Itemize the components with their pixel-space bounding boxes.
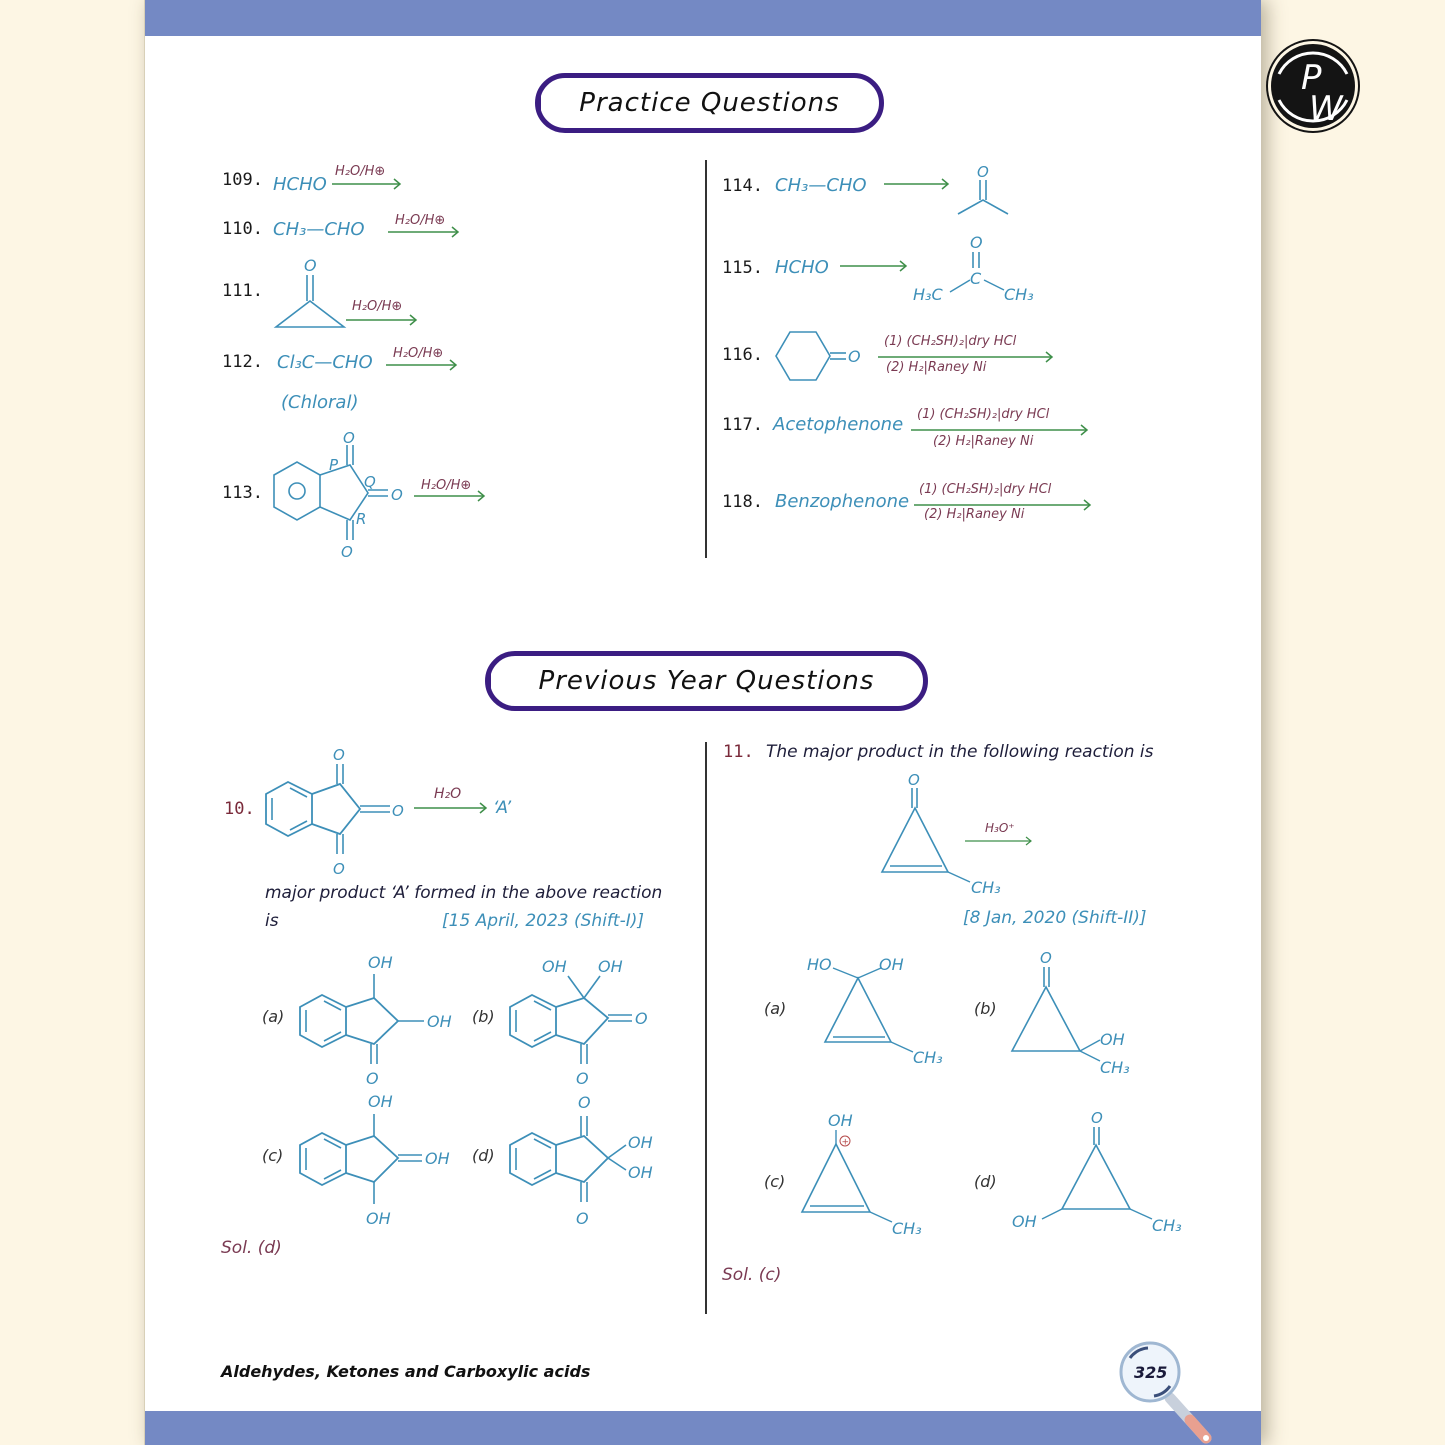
q112-reagent: H₂O/H⊕: [393, 346, 444, 361]
q118-reactant: Benzophenone: [775, 491, 910, 512]
svg-text:325: 325: [1134, 1363, 1168, 1382]
q113-reagent: H₂O/H⊕: [421, 478, 472, 493]
svg-text:H₃C: H₃C: [913, 285, 943, 304]
q11-option-b-label[interactable]: (b): [974, 999, 997, 1018]
svg-text:O: O: [970, 233, 983, 252]
svg-text:+: +: [841, 1137, 850, 1148]
q10-option-d-structure[interactable]: [506, 1090, 671, 1230]
acetone-condensed-structure: [910, 232, 1050, 312]
arrow-icon: [414, 802, 490, 814]
pw-logo: [1271, 44, 1355, 128]
svg-text:O: O: [341, 543, 353, 561]
svg-text:O: O: [1040, 949, 1052, 967]
svg-text:OH: OH: [628, 1133, 653, 1152]
q11-date: [8 Jan, 2020 (Shift-II)]: [963, 908, 1147, 928]
svg-text:O: O: [576, 1069, 589, 1088]
svg-text:CH₃: CH₃: [892, 1219, 922, 1238]
ninhydrin-precursor-structure: [262, 742, 412, 882]
chapter-title: Aldehydes, Ketones and Carboxylic acids: [221, 1362, 591, 1381]
svg-text:P: P: [329, 456, 339, 474]
cyclohexanone-structure: [774, 328, 874, 388]
q11-option-c-label[interactable]: (c): [764, 1172, 786, 1191]
arrow-icon: [965, 836, 1035, 848]
arrow-icon: [332, 178, 404, 190]
svg-text:P: P: [1301, 58, 1322, 98]
q11-option-d-structure[interactable]: [1010, 1105, 1200, 1240]
q117-reagent-bottom: (2) H₂|Raney Ni: [933, 434, 1034, 449]
column-divider-bottom: [705, 742, 707, 1314]
previous-year-questions-heading: [485, 651, 928, 711]
q114-reactant: CH₃—CHO: [775, 175, 867, 196]
q118-reagent-top: (1) (CH₂SH)₂|dry HCl: [919, 482, 1052, 497]
q114-number: 114.: [722, 176, 763, 196]
svg-text:CH₃: CH₃: [1004, 285, 1034, 304]
svg-text:OH: OH: [598, 957, 623, 976]
svg-text:R: R: [356, 510, 367, 528]
pw-logo-icon: [1271, 44, 1355, 128]
q11-option-d-label[interactable]: (d): [974, 1172, 997, 1191]
svg-text:O: O: [391, 486, 403, 504]
q10-option-d-label[interactable]: (d): [472, 1146, 495, 1165]
svg-text:O: O: [366, 1069, 379, 1088]
q117-number: 117.: [722, 415, 763, 435]
q111-reagent: H₂O/H⊕: [352, 299, 403, 314]
svg-text:OH: OH: [366, 1209, 391, 1228]
q115-number: 115.: [722, 258, 763, 278]
arrow-icon: [346, 314, 420, 326]
q113-number: 113.: [222, 483, 263, 503]
q110-reagent: H₂O/H⊕: [395, 213, 446, 228]
svg-text:Q: Q: [364, 473, 376, 491]
q10-option-a-label[interactable]: (a): [262, 1007, 285, 1026]
svg-text:CH₃: CH₃: [913, 1048, 943, 1067]
q10-option-c-label[interactable]: (c): [262, 1146, 284, 1165]
arrow-icon: [840, 260, 910, 272]
q112-note: (Chloral): [281, 392, 359, 413]
q109-reagent: H₂O/H⊕: [335, 164, 386, 179]
header-bar: [145, 0, 1261, 36]
q10-option-c-structure[interactable]: [296, 1090, 461, 1230]
acetone-skeletal-structure: [955, 162, 1015, 218]
column-divider-top: [705, 160, 707, 558]
q118-number: 118.: [722, 492, 763, 512]
q10-number: 10.: [224, 799, 255, 819]
q110-number: 110.: [222, 219, 263, 239]
q116-reagent-top: (1) (CH₂SH)₂|dry HCl: [884, 334, 1017, 349]
cyclopropanone-structure: [270, 255, 350, 335]
q117-reactant: Acetophenone: [773, 414, 904, 435]
svg-text:OH: OH: [425, 1149, 450, 1168]
q11-solution: Sol. (c): [722, 1265, 782, 1285]
q10-reagent: H₂O: [434, 786, 462, 802]
svg-text:O: O: [977, 163, 989, 181]
pyq-title: Previous Year Questions: [538, 666, 875, 696]
q10-text-line2: is: [265, 911, 279, 931]
svg-text:C: C: [970, 269, 982, 288]
svg-text:OH: OH: [368, 953, 393, 972]
svg-text:CH₃: CH₃: [1152, 1216, 1182, 1235]
svg-text:OH: OH: [879, 955, 904, 974]
svg-text:OH: OH: [1100, 1030, 1125, 1049]
svg-text:O: O: [343, 429, 355, 447]
q118-reagent-bottom: (2) H₂|Raney Ni: [924, 507, 1025, 522]
magnifier-page-number-icon: [1118, 1340, 1218, 1445]
svg-text:OH: OH: [628, 1163, 653, 1182]
footer-bar: [145, 1411, 1261, 1445]
q116-reagent-bottom: (2) H₂|Raney Ni: [886, 360, 987, 375]
svg-text:O: O: [578, 1093, 591, 1112]
q11-option-c-structure[interactable]: [798, 1108, 948, 1243]
q11-option-a-structure[interactable]: [805, 950, 955, 1075]
q10-product: ‘A’: [493, 798, 512, 818]
practice-questions-heading: [535, 73, 884, 133]
q117-reagent-top: (1) (CH₂SH)₂|dry HCl: [917, 407, 1050, 422]
q10-date: [15 April, 2023 (Shift-I)]: [442, 911, 644, 931]
svg-text:W: W: [1309, 89, 1343, 128]
svg-text:O: O: [576, 1209, 589, 1228]
arrow-icon: [386, 359, 460, 371]
svg-text:OH: OH: [1012, 1212, 1037, 1231]
svg-text:OH: OH: [542, 957, 567, 976]
q116-number: 116.: [722, 345, 763, 365]
q115-reactant: HCHO: [775, 257, 829, 278]
q112-reactant: Cl₃C—CHO: [277, 352, 373, 373]
q109-number: 109.: [222, 170, 263, 190]
svg-text:HO: HO: [807, 955, 832, 974]
svg-text:CH₃: CH₃: [1100, 1058, 1130, 1077]
svg-text:O: O: [1091, 1109, 1103, 1127]
arrow-icon: [414, 490, 488, 502]
q10-text-line1: major product ‘A’ formed in the above reaction: [265, 883, 663, 903]
arrow-icon: [388, 226, 460, 238]
q10-solution: Sol. (d): [221, 1238, 282, 1258]
q10-option-a-structure[interactable]: [296, 950, 461, 1090]
practice-title: Practice Questions: [579, 88, 840, 118]
q11-number: 11.: [723, 742, 754, 762]
arrow-icon: [884, 178, 952, 190]
svg-text:CH₃: CH₃: [971, 878, 1001, 897]
svg-text:O: O: [908, 771, 920, 789]
svg-text:O: O: [304, 256, 317, 275]
q112-number: 112.: [222, 352, 263, 372]
svg-text:OH: OH: [828, 1111, 853, 1130]
indanetrione-structure: [270, 425, 420, 565]
q10-option-b-structure[interactable]: [506, 950, 671, 1090]
svg-text:O: O: [635, 1009, 648, 1028]
svg-text:O: O: [392, 802, 404, 820]
q110-reactant: CH₃—CHO: [273, 219, 365, 240]
svg-text:OH: OH: [368, 1092, 393, 1111]
q109-reactant: HCHO: [273, 174, 327, 195]
q10-option-b-label[interactable]: (b): [472, 1007, 495, 1026]
svg-text:OH: OH: [427, 1012, 452, 1031]
q11-option-b-structure[interactable]: [1008, 945, 1158, 1080]
svg-text:O: O: [333, 860, 345, 878]
q11-option-a-label[interactable]: (a): [764, 999, 787, 1018]
svg-text:O: O: [848, 347, 861, 366]
q11-text: The major product in the following reaction is: [766, 742, 1154, 762]
svg-text:O: O: [333, 746, 345, 764]
q111-number: 111.: [222, 281, 263, 301]
q11-reagent: H₃O⁺: [985, 821, 1015, 835]
